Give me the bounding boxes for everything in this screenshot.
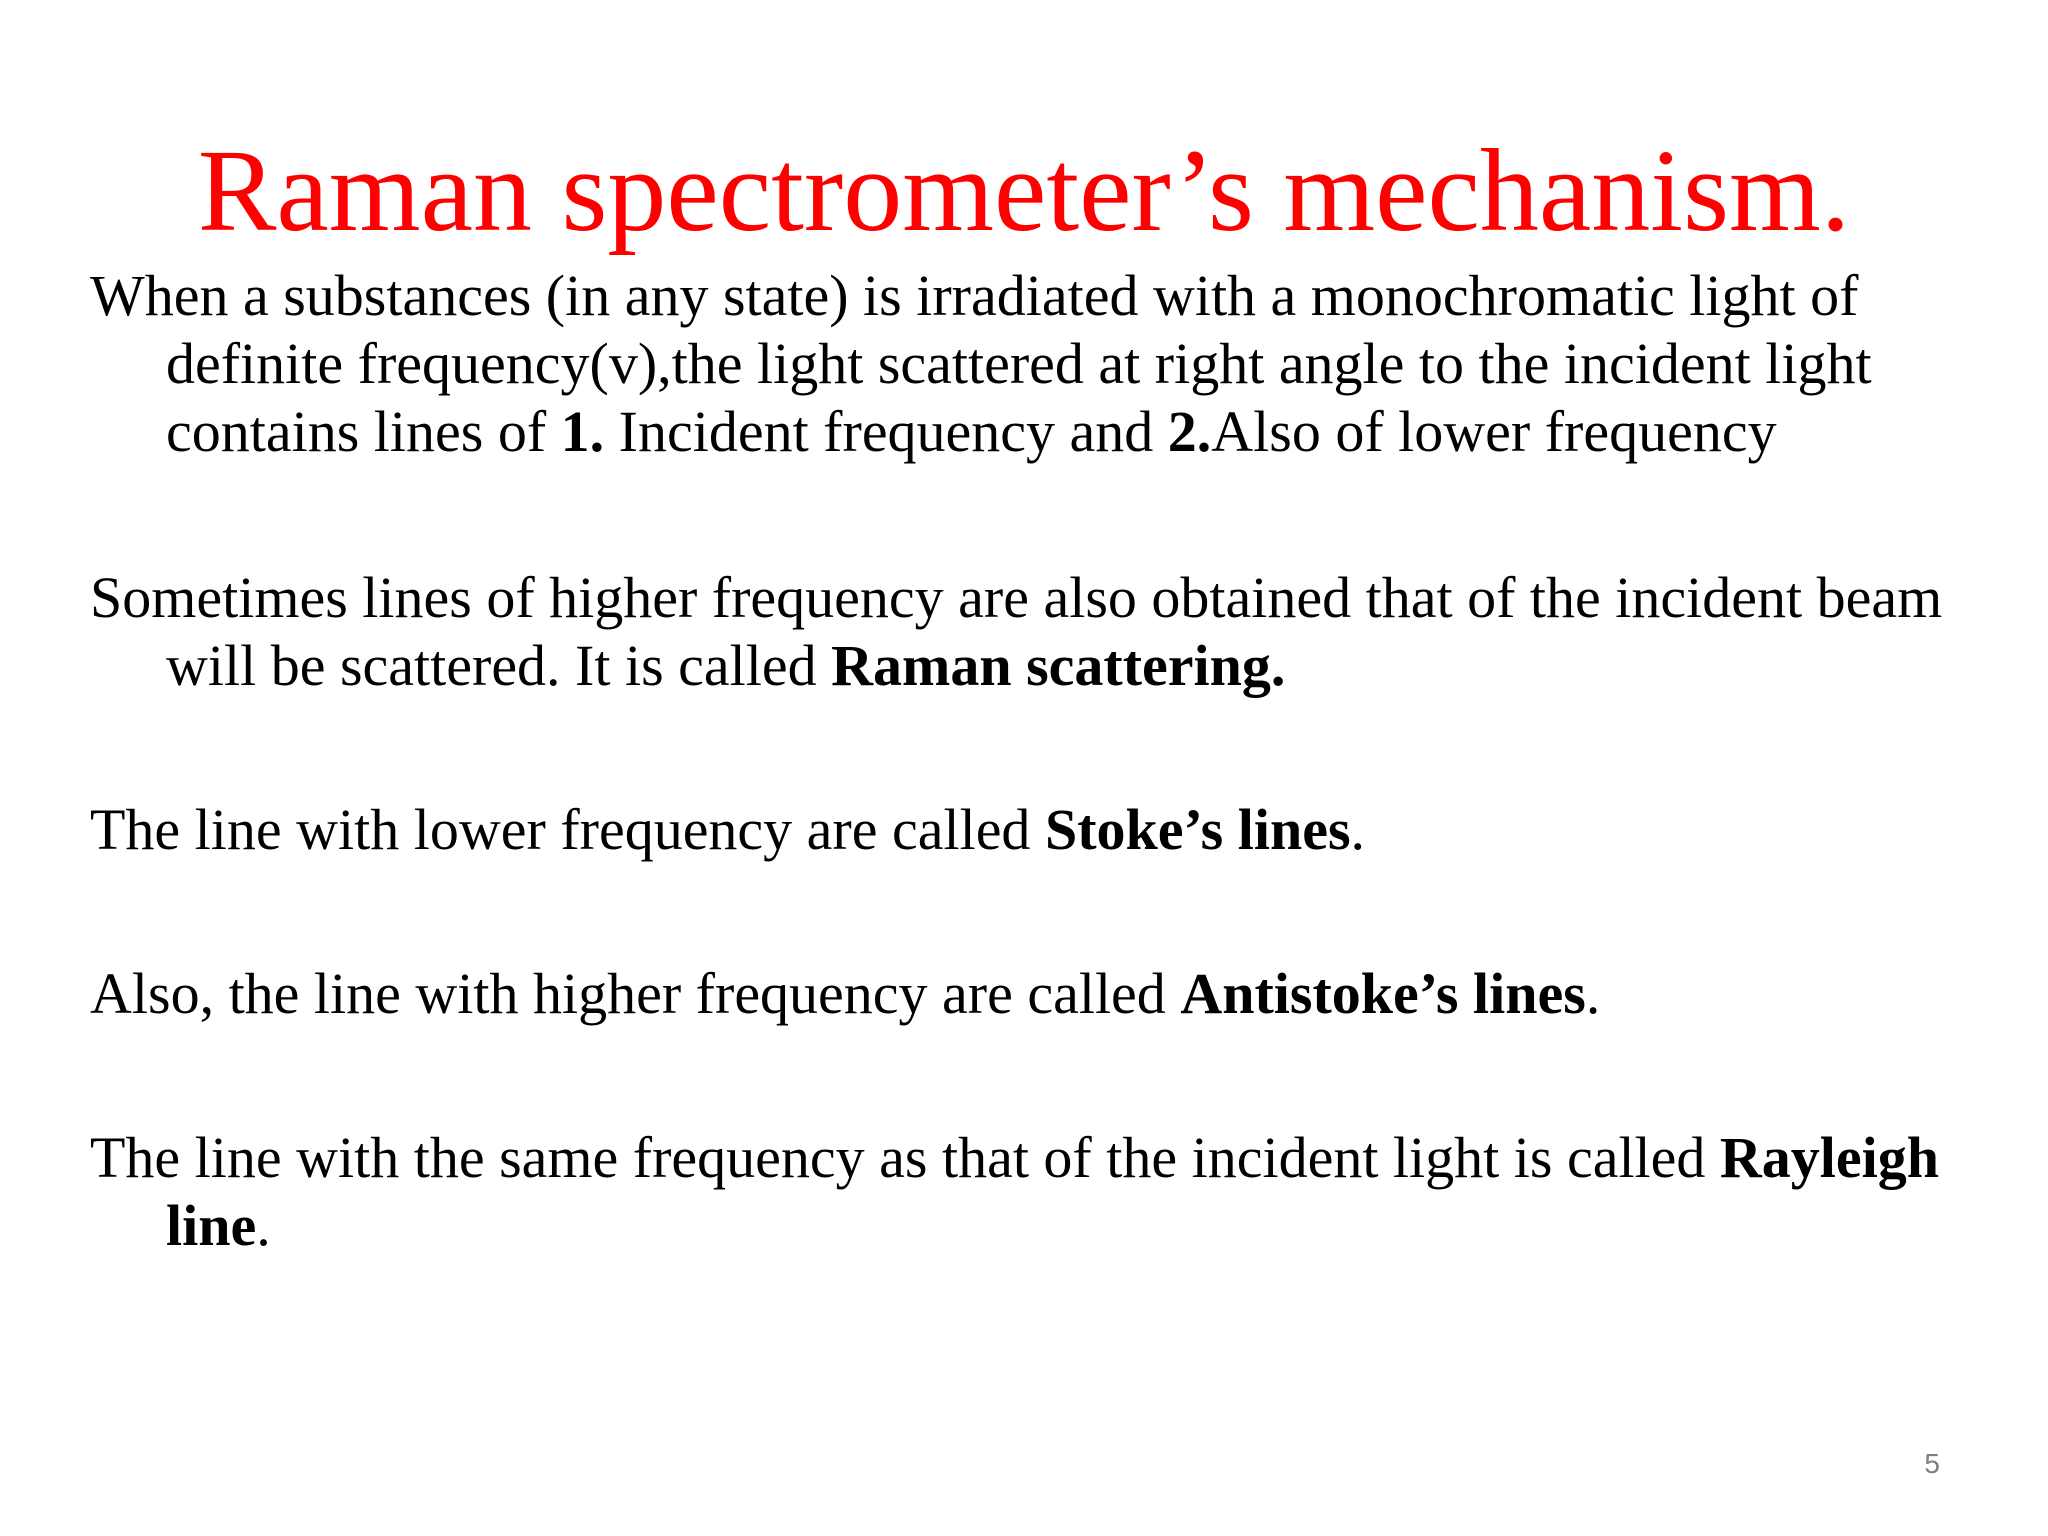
paragraph-antistokes-lines (90, 960, 1990, 1028)
slide-title: Raman spectrometer’s mechanism. (197, 125, 1851, 257)
paragraph-text: Also of lower frequency (1211, 399, 1777, 464)
paragraph-raman-scattering (90, 564, 1990, 700)
paragraph-incident-and-lower-frequency (90, 262, 1990, 466)
paragraph-rayleigh-line (90, 1124, 1990, 1260)
paragraph-text: . (1350, 797, 1366, 862)
emphasis-text: Raman scattering. (831, 633, 1286, 698)
paragraph-text: Sometimes lines of higher frequency are also obtained that of the incident beam will be scattered. It is called (90, 565, 1943, 698)
emphasis-text: Rayleigh line (166, 1125, 1940, 1258)
paragraph-text: Incident frequency and (604, 399, 1168, 464)
emphasis-text: 1. (560, 399, 605, 464)
paragraph-text: The line with lower frequency are called (90, 797, 1045, 862)
paragraph-text: Also, the line with higher frequency are called (90, 961, 1181, 1026)
paragraph-text: . (1585, 961, 1601, 1026)
paragraph-stokes-lines (90, 796, 1990, 864)
emphasis-text: 2. (1167, 399, 1212, 464)
slide-number: 5 (1924, 1448, 1940, 1479)
emphasis-text: Stoke’s lines (1044, 797, 1351, 862)
paragraph-text: . (256, 1193, 271, 1258)
paragraph-text: The line with the same frequency as that of the incident light is called (90, 1125, 1720, 1190)
emphasis-text: Antistoke’s lines (1180, 961, 1586, 1026)
slide-body (90, 262, 1990, 1260)
paragraph-text: When a substances (in any state) is irradiated with a monochromatic light of definite frequency(v),the light scattered at right angle to the incident light contains lines of (90, 263, 1872, 464)
